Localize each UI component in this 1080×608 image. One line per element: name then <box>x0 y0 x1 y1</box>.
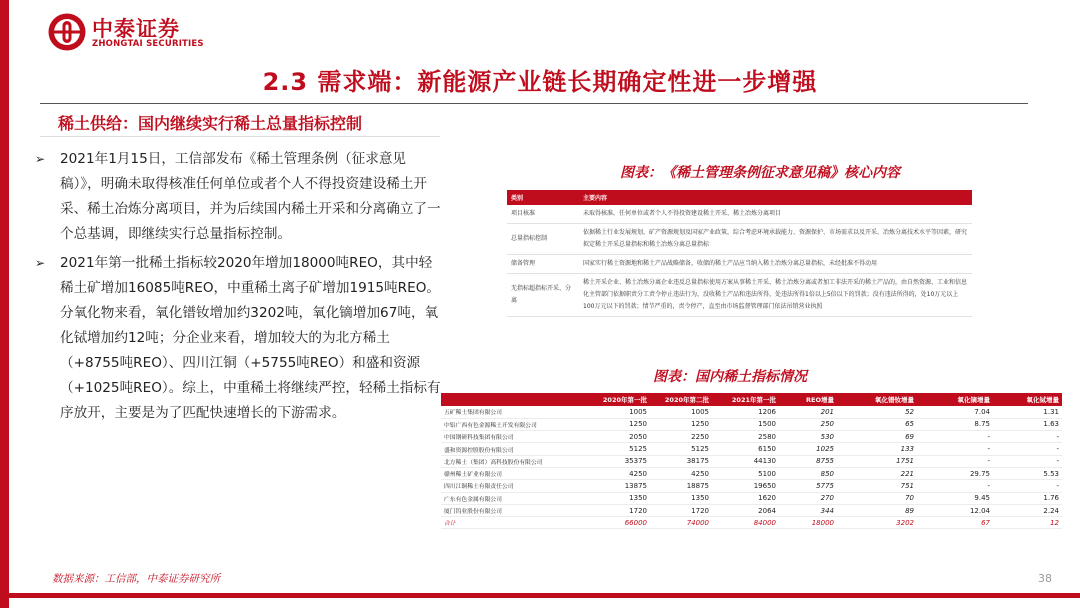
category-cell: 无指标超指标开采、分离 <box>507 274 579 317</box>
table-row <box>507 255 972 274</box>
bullet-item <box>35 147 445 247</box>
value-cell: 12.04 <box>917 504 993 516</box>
value-cell: 65 <box>837 418 917 430</box>
table-row <box>507 205 972 224</box>
section-divider <box>40 136 440 137</box>
value-cell: 1250 <box>586 418 650 430</box>
table-row <box>441 467 1062 479</box>
section-heading: 稀土供给：国内继续实行稀土总量指标控制 <box>58 114 363 133</box>
title-divider <box>40 103 1028 104</box>
header-cell: 2020年第一批 <box>586 393 650 406</box>
company-cell: 广东有色金属有限公司 <box>441 492 586 504</box>
value-cell: - <box>993 443 1062 455</box>
value-cell: 1500 <box>712 418 779 430</box>
content-cell: 国家实行稀土资源地和稀土产品战略储备，收储的稀土产品应当纳入稀土冶炼分离总量指标，未经批准不得动用 <box>579 255 972 274</box>
value-cell: 2580 <box>712 431 779 443</box>
value-cell: 1005 <box>650 406 712 418</box>
brand-name-cn: 中泰证券 <box>92 17 180 41</box>
table-row <box>507 224 972 255</box>
value-cell: 2.24 <box>993 504 1062 516</box>
value-cell: 84000 <box>712 517 779 529</box>
category-cell: 总量指标控制 <box>507 224 579 255</box>
header-cell: REO增量 <box>779 393 837 406</box>
value-cell: 18000 <box>779 517 837 529</box>
content-cell: 稀土开采企业、稀土冶炼分离企业违反总量指标使用方案从事稀土开采、稀土冶炼分离或者加工非法开采的稀土产品的，由自然资源、工业和信息化主管部门依据职责分工责令停止违法行为，没收稀土产品和违法所得，处违法所得1倍以上5倍以下的罚款；没有违法所得的，处10万元以上100万元以下的罚款；情节严重的，责令停产，直至由市场监督管理部门依法吊销营业执照 <box>579 274 972 317</box>
header-cell: 类别 <box>507 190 579 205</box>
value-cell: 7.04 <box>917 406 993 418</box>
value-cell: - <box>917 443 993 455</box>
value-cell: 6150 <box>712 443 779 455</box>
table-row <box>441 455 1062 467</box>
table-row <box>441 480 1062 492</box>
header-cell: 氧化镨钕增量 <box>837 393 917 406</box>
figure1-title: 图表：《稀土管理条例征求意见稿》核心内容 <box>620 165 900 181</box>
value-cell: 70 <box>837 492 917 504</box>
bullet-item <box>35 251 445 426</box>
value-cell: 1025 <box>779 443 837 455</box>
company-cell: 赣州稀土矿业有限公司 <box>441 467 586 479</box>
bullet-text: 2021年1月15日，工信部发布《稀土管理条例（征求意见稿）》，明确未取得核准任何单位或者个人不得投资建设稀土开采、稀土冶炼分离项目，并为后续国内稀土开采和分离确立了一个总基调，即继续实行总量指标控制。 <box>60 151 441 242</box>
category-cell: 储备管理 <box>507 255 579 274</box>
value-cell: 1206 <box>712 406 779 418</box>
value-cell: 5125 <box>650 443 712 455</box>
value-cell: 12 <box>993 517 1062 529</box>
table-row <box>441 492 1062 504</box>
company-cell: 五矿稀土集团有限公司 <box>441 406 586 418</box>
table-row <box>441 443 1062 455</box>
value-cell: 8.75 <box>917 418 993 430</box>
value-cell: 1620 <box>712 492 779 504</box>
value-cell: 4250 <box>586 467 650 479</box>
zhongtai-logo-icon <box>47 12 87 52</box>
value-cell: 270 <box>779 492 837 504</box>
value-cell: 4250 <box>650 467 712 479</box>
value-cell: 18875 <box>650 480 712 492</box>
value-cell: 69 <box>837 431 917 443</box>
data-source-note: 数据来源：工信部，中泰证券研究所 <box>52 573 220 585</box>
value-cell: 67 <box>917 517 993 529</box>
value-cell: - <box>917 480 993 492</box>
value-cell: 1720 <box>586 504 650 516</box>
value-cell: 344 <box>779 504 837 516</box>
bullet-text: 2021年第一批稀土指标较2020年增加18000吨REO，其中轻稀土矿增加16085吨REO，中重稀土离子矿增加1915吨REO。分氧化物来看，氧化镨钕增加约3202吨，氧化镝增加67吨，氧化铽增加约12吨；分企业来看，增加较大的为北方稀土（+8755吨REO）、四川江铜（+5755吨REO）和盛和资源（+1025吨REO）。综上，中重稀土将继续严控，轻稀土指标有序放开，主要是为了匹配快速增长的下游需求。 <box>60 255 441 421</box>
company-cell: 厦门钨业股份有限公司 <box>441 504 586 516</box>
value-cell: 1.31 <box>993 406 1062 418</box>
table-row <box>441 504 1062 516</box>
value-cell: 74000 <box>650 517 712 529</box>
quota-table <box>441 393 1062 529</box>
value-cell: 1350 <box>650 492 712 504</box>
value-cell: 2250 <box>650 431 712 443</box>
left-accent-stripe <box>0 0 9 608</box>
value-cell: 13875 <box>586 480 650 492</box>
company-cell: 北方稀土（集团）高科技股份有限公司 <box>441 455 586 467</box>
company-cell: 合计 <box>441 517 586 529</box>
company-cell: 中铝广西有色金源稀土开发有限公司 <box>441 418 586 430</box>
value-cell: 221 <box>837 467 917 479</box>
arrow-bullet-icon: ➢ <box>35 152 46 166</box>
table-row <box>441 418 1062 430</box>
value-cell: 3202 <box>837 517 917 529</box>
header-cell: 主要内容 <box>579 190 972 205</box>
value-cell: 250 <box>779 418 837 430</box>
page-number: 38 <box>1038 572 1052 585</box>
figure2-title: 图表：国内稀土指标情况 <box>653 369 807 385</box>
arrow-bullet-icon: ➢ <box>35 256 46 270</box>
value-cell: 5.53 <box>993 467 1062 479</box>
value-cell: 19650 <box>712 480 779 492</box>
table-row <box>441 406 1062 418</box>
value-cell: - <box>917 431 993 443</box>
value-cell: 201 <box>779 406 837 418</box>
value-cell: 89 <box>837 504 917 516</box>
value-cell: 5100 <box>712 467 779 479</box>
value-cell: 1350 <box>586 492 650 504</box>
value-cell: 2064 <box>712 504 779 516</box>
header-cell: 2020年第二批 <box>650 393 712 406</box>
value-cell: 38175 <box>650 455 712 467</box>
content-cell: 未取得核准，任何单位或者个人不得投资建设稀土开采、稀土冶炼分离项目 <box>579 205 972 224</box>
category-cell: 项目核准 <box>507 205 579 224</box>
value-cell: 8755 <box>779 455 837 467</box>
value-cell: 1005 <box>586 406 650 418</box>
header-cell <box>441 393 586 406</box>
value-cell: 1751 <box>837 455 917 467</box>
bullet-list <box>35 147 445 430</box>
value-cell: 2050 <box>586 431 650 443</box>
value-cell: 29.75 <box>917 467 993 479</box>
value-cell: 133 <box>837 443 917 455</box>
header-cell: 氧化铽增量 <box>993 393 1062 406</box>
value-cell: 44130 <box>712 455 779 467</box>
value-cell: 1720 <box>650 504 712 516</box>
brand-name-en: ZHONGTAI SECURITIES <box>92 39 204 49</box>
value-cell: 52 <box>837 406 917 418</box>
total-row <box>441 517 1062 529</box>
content-cell: 依据稀土行业发展规划、矿产资源规划及国家产业政策，综合考虑环境承载能力、资源保护、市场需求以及开采、冶炼分离技术水平等因素，研究拟定稀土开采总量指标和稀土冶炼分离总量指标 <box>579 224 972 255</box>
header-cell: 2021年第一批 <box>712 393 779 406</box>
bottom-accent-line <box>9 593 1080 598</box>
value-cell: - <box>993 455 1062 467</box>
value-cell: 5775 <box>779 480 837 492</box>
value-cell: 35375 <box>586 455 650 467</box>
value-cell: 9.45 <box>917 492 993 504</box>
value-cell: 1.76 <box>993 492 1062 504</box>
page-title: 2.3 需求端：新能源产业链长期确定性进一步增强 <box>262 68 818 96</box>
value-cell: - <box>993 431 1062 443</box>
value-cell: 66000 <box>586 517 650 529</box>
table-header-row <box>507 190 972 205</box>
value-cell: 1250 <box>650 418 712 430</box>
value-cell: 5125 <box>586 443 650 455</box>
regulation-table <box>507 190 972 317</box>
table-row <box>507 274 972 317</box>
header-cell: 氧化镝增量 <box>917 393 993 406</box>
value-cell: - <box>993 480 1062 492</box>
value-cell: 751 <box>837 480 917 492</box>
table-row <box>441 431 1062 443</box>
table-header-row <box>441 393 1062 406</box>
value-cell: 850 <box>779 467 837 479</box>
company-cell: 中国钢研科技集团有限公司 <box>441 431 586 443</box>
company-cell: 四川江铜稀土有限责任公司 <box>441 480 586 492</box>
value-cell: - <box>917 455 993 467</box>
company-cell: 盛和资源控股股份有限公司 <box>441 443 586 455</box>
value-cell: 1.63 <box>993 418 1062 430</box>
value-cell: 530 <box>779 431 837 443</box>
